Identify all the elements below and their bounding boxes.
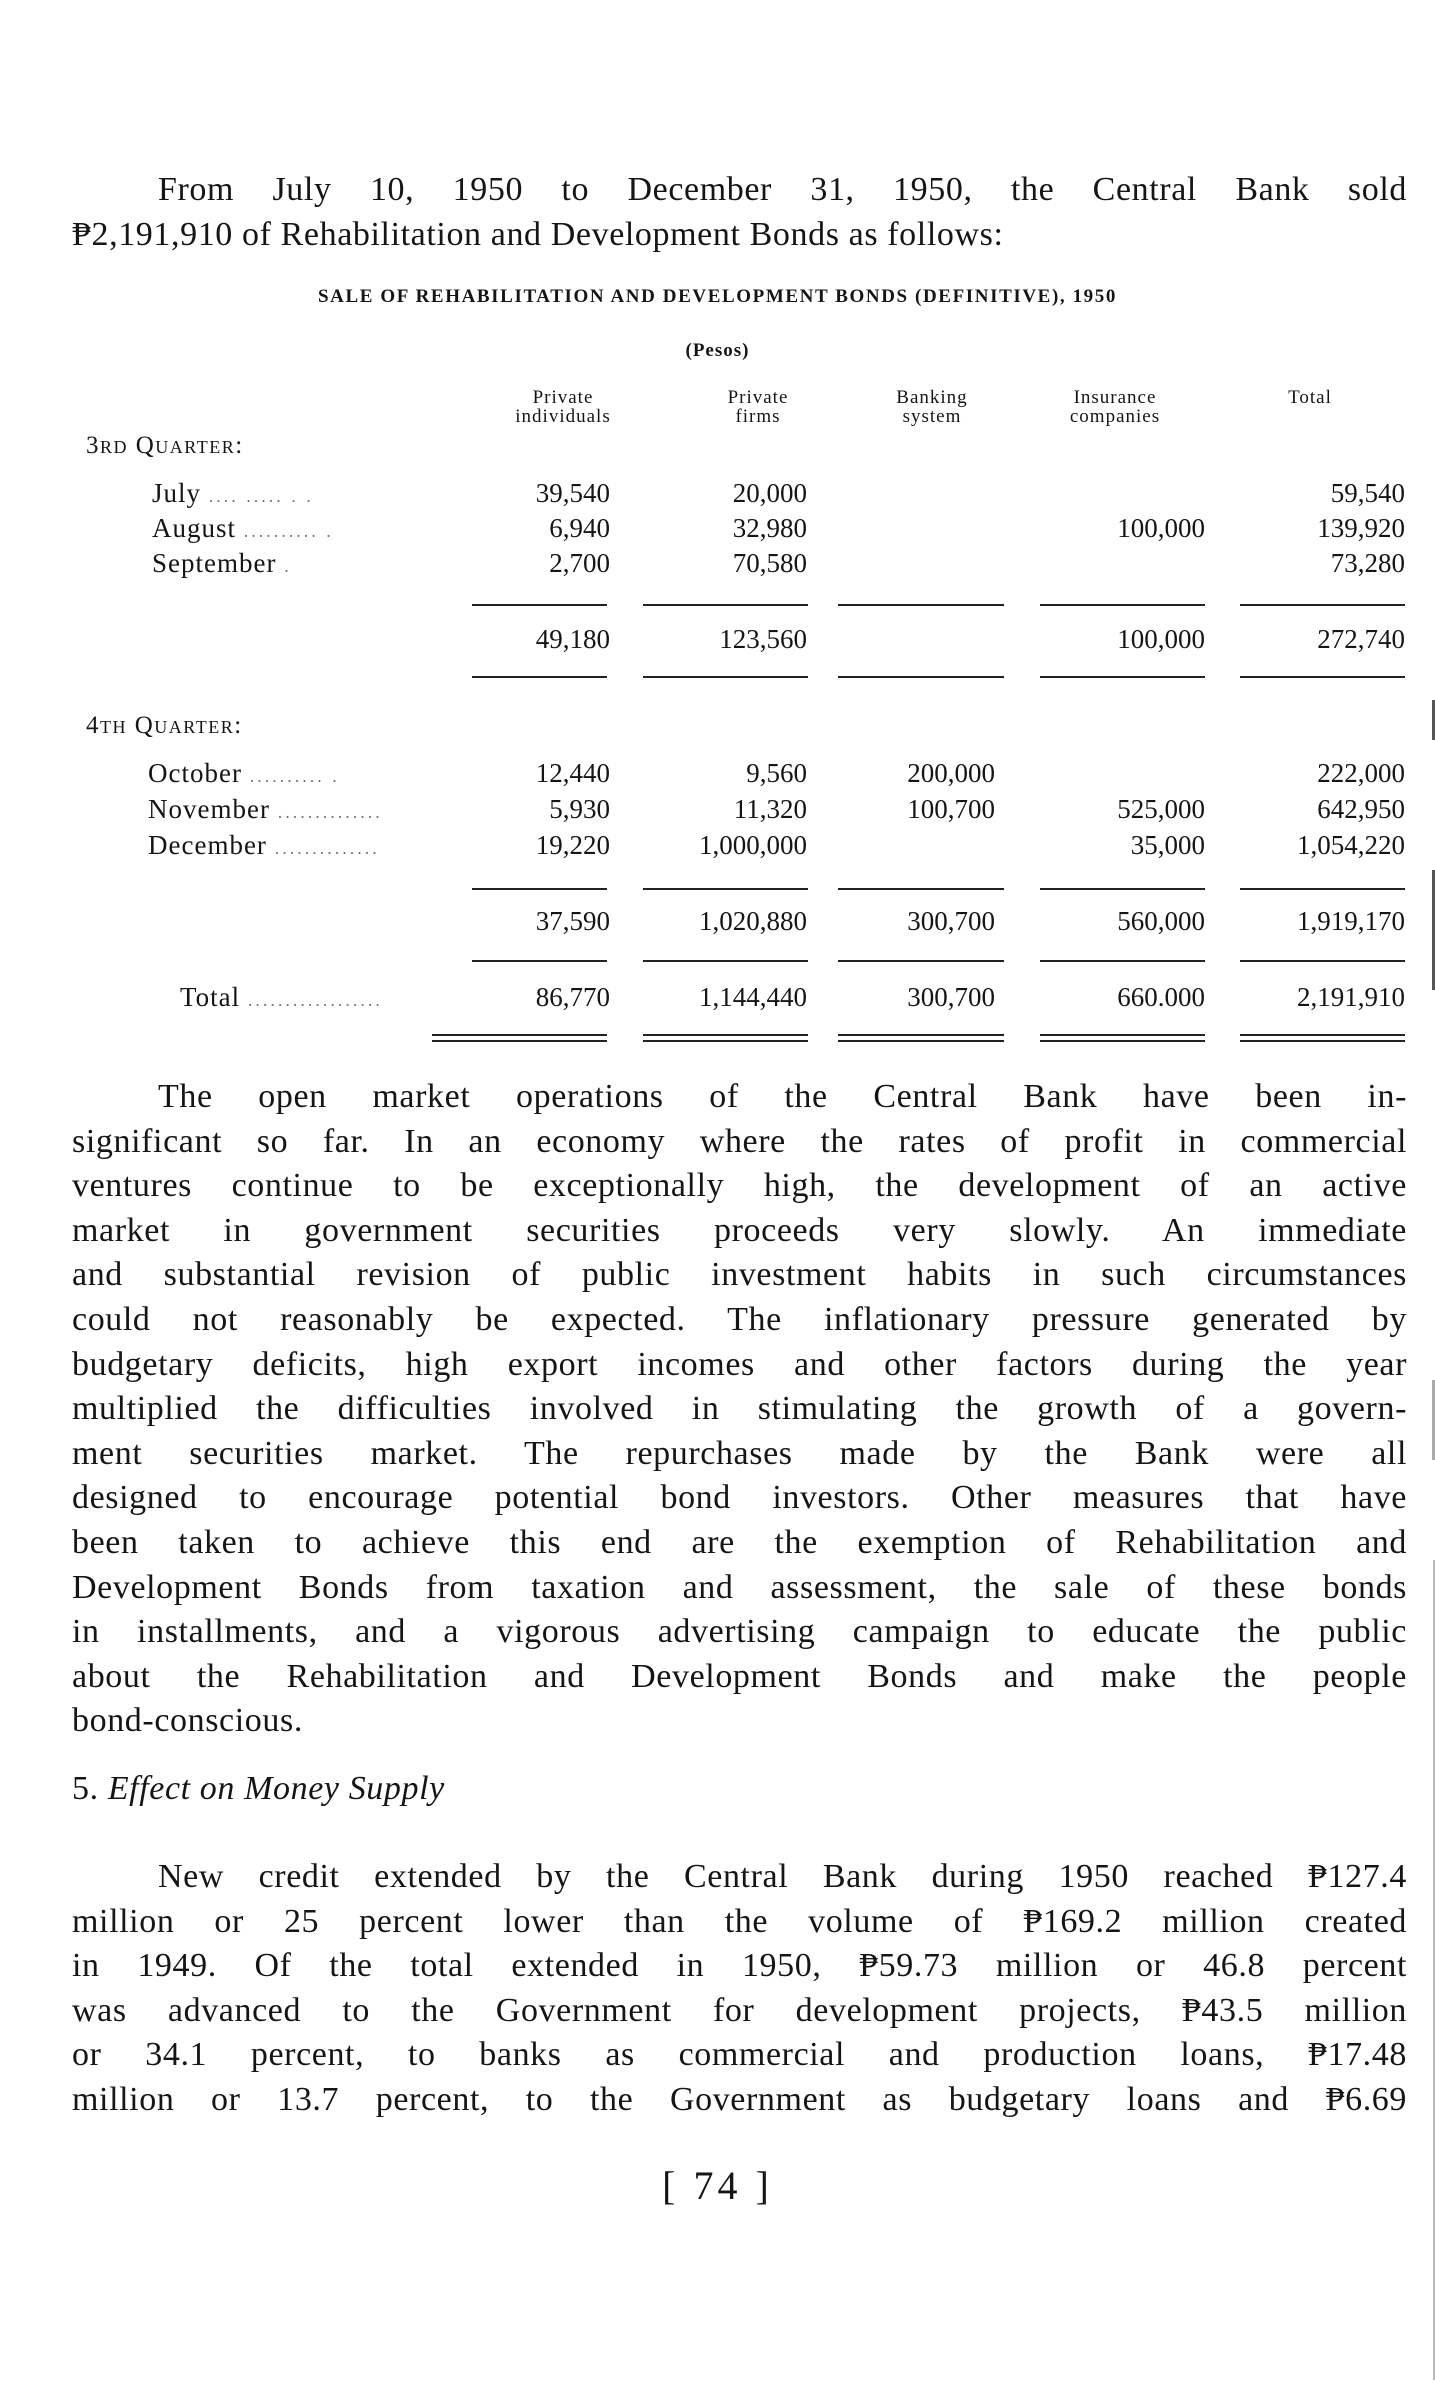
- table-rule: [838, 1040, 1004, 1042]
- table-rule: [643, 676, 808, 678]
- paragraph-line: been taken to achieve this end are the exemption of Rehabilitation and: [72, 1523, 1407, 1561]
- paragraph-line: and substantial revision of public investment habits in such circumstances: [72, 1256, 1407, 1294]
- table-cell: 70,580: [732, 548, 807, 578]
- column-header-private-firms: Private firms: [727, 387, 789, 427]
- row-label-august: August .......... .: [152, 513, 334, 543]
- subtotal-cell: 49,180: [535, 624, 610, 654]
- intro-paragraph: [72, 168, 1407, 257]
- table-rule: [643, 960, 808, 962]
- table-unit: (Pesos): [685, 340, 750, 361]
- paragraph-line: could not reasonably be expected. The inflationary pressure generated by: [72, 1300, 1407, 1338]
- table-cell: 100,000: [1117, 513, 1205, 543]
- column-header-insurance-companies: Insurance companies: [1069, 387, 1161, 427]
- paragraph-line: was advanced to the Government for development projects, ₱43.5 million: [72, 1991, 1407, 2029]
- row-label-total: Total ..................: [180, 982, 383, 1012]
- table-rule: [1040, 1040, 1205, 1042]
- paragraph-line: budgetary deficits, high export incomes and other factors during the year: [72, 1345, 1407, 1383]
- table-cell: 222,000: [1317, 758, 1405, 788]
- table-rule: [1240, 888, 1405, 890]
- table-cell: 9,560: [746, 758, 807, 788]
- table-cell: 39,540: [535, 478, 610, 508]
- row-label-october: October .......... .: [148, 758, 340, 788]
- intro-line: ₱2,191,910 of Rehabilitation and Development Bonds as follows:: [72, 215, 1004, 253]
- table-rule: [1040, 888, 1205, 890]
- paragraph-line: ment securities market. The repurchases made by the Bank were all: [72, 1434, 1407, 1472]
- row-label-september: September .: [152, 548, 292, 578]
- table-rule: [1240, 960, 1405, 962]
- table-cell: 525,000: [1117, 794, 1205, 824]
- table-rule: [838, 1034, 1004, 1036]
- table-cell: 139,920: [1317, 513, 1405, 543]
- quarter-label-4th: 4th Quarter:: [86, 712, 243, 739]
- dot-leader: .... ..... . .: [208, 486, 314, 506]
- table-rule: [1040, 1034, 1205, 1036]
- table-rule: [472, 960, 607, 962]
- quarter-label-3rd: 3rd Quarter:: [86, 432, 244, 459]
- table-rule: [1040, 676, 1205, 678]
- table-rule: [1240, 1040, 1405, 1042]
- paragraph-line: in installments, and a vigorous advertising campaign to educate the public: [72, 1613, 1407, 1651]
- column-header-banking-system: Banking system: [896, 387, 968, 427]
- table-rule: [838, 960, 1004, 962]
- paragraph-line: million or 25 percent lower than the volume of ₱169.2 million created: [72, 1902, 1407, 1940]
- paragraph-line: ventures continue to be exceptionally high, the development of an active: [72, 1167, 1407, 1205]
- intro-line: From July 10, 1950 to December 31, 1950, the Central Bank sold: [158, 171, 1407, 208]
- row-label-december: December ..............: [148, 830, 380, 860]
- dot-leader: .......... .: [249, 766, 340, 786]
- paragraph-line: New credit extended by the Central Bank during 1950 reached ₱127.4: [158, 1858, 1407, 1895]
- table-rule: [472, 888, 607, 890]
- paragraph-line: or 34.1 percent, to banks as commercial and production loans, ₱17.48: [72, 2036, 1407, 2074]
- paragraph-line: multiplied the difficulties involved in stimulating the growth of a govern-: [72, 1390, 1407, 1428]
- table-rule: [1240, 1034, 1405, 1036]
- dot-leader: ..............: [277, 802, 383, 822]
- table-cell: 11,320: [733, 794, 807, 824]
- row-label-november: November ..............: [148, 794, 383, 824]
- table-cell: 200,000: [907, 758, 995, 788]
- subtotal-cell: 272,740: [1317, 624, 1405, 654]
- table-cell: 20,000: [732, 478, 807, 508]
- subtotal-cell: 123,560: [719, 624, 807, 654]
- paragraph-line: Development Bonds from taxation and assessment, the sale of these bonds: [72, 1568, 1407, 1606]
- total-cell: 1,144,440: [699, 982, 807, 1012]
- section-heading: [72, 1770, 445, 1808]
- column-header-private-individuals: Private individuals: [515, 387, 611, 427]
- table-rule: [472, 604, 607, 606]
- table-rule: [643, 1040, 808, 1042]
- table-cell: 19,220: [535, 830, 610, 860]
- money-supply-paragraph: [72, 1855, 1407, 2123]
- table-rule: [1040, 604, 1205, 606]
- paragraph-line: The open market operations of the Central Bank have been in-: [158, 1078, 1407, 1115]
- table-cell: 1,000,000: [699, 830, 807, 860]
- table-rule: [432, 1034, 607, 1036]
- total-cell: 660.000: [1117, 982, 1205, 1012]
- row-label-july: July .... ..... . .: [152, 478, 314, 508]
- table-rule: [472, 676, 607, 678]
- table-rule: [838, 888, 1004, 890]
- column-header-total: Total: [1288, 387, 1332, 408]
- table-cell: 73,280: [1330, 548, 1405, 578]
- table-rule: [432, 1040, 607, 1042]
- paragraph-line: bond-conscious.: [72, 1702, 303, 1740]
- section-title: Effect on Money Supply: [107, 1770, 445, 1807]
- subtotal-cell: 37,590: [535, 906, 610, 936]
- paragraph-line: market in government securities proceeds very slowly. An immediate: [72, 1211, 1407, 1249]
- paragraph-line: designed to encourage potential bond investors. Other measures that have: [72, 1479, 1407, 1517]
- table-cell: 12,440: [535, 758, 610, 788]
- dot-leader: .: [284, 556, 292, 576]
- table-cell: 59,540: [1330, 478, 1405, 508]
- dot-leader: ..................: [247, 990, 383, 1010]
- subtotal-cell: 300,700: [907, 906, 995, 936]
- table-cell: 642,950: [1317, 794, 1405, 824]
- paragraph-line: in 1949. Of the total extended in 1950, ₱59.73 million or 46.8 percent: [72, 1947, 1407, 1985]
- subtotal-cell: 100,000: [1117, 624, 1205, 654]
- paragraph-line: about the Rehabilitation and Development Bonds and make the people: [72, 1657, 1407, 1695]
- table-cell: 2,700: [549, 548, 610, 578]
- table-rule: [1040, 960, 1205, 962]
- table-rule: [643, 888, 808, 890]
- subtotal-cell: 1,020,880: [699, 906, 807, 936]
- table-rule: [1240, 604, 1405, 606]
- table-rule: [838, 604, 1004, 606]
- table-cell: 5,930: [549, 794, 610, 824]
- table-rule: [838, 676, 1004, 678]
- section-number: 5.: [72, 1770, 99, 1807]
- table-title: SALE OF REHABILITATION AND DEVELOPMENT BONDS (DEFINITIVE), 1950: [318, 286, 1117, 307]
- table-cell: 6,940: [549, 513, 610, 543]
- table-rule: [643, 604, 808, 606]
- table-cell: 32,980: [732, 513, 807, 543]
- total-cell: 300,700: [907, 982, 995, 1012]
- subtotal-cell: 560,000: [1117, 906, 1205, 936]
- dot-leader: ..............: [274, 838, 380, 858]
- total-cell: 2,191,910: [1297, 982, 1405, 1012]
- dot-leader: .......... .: [243, 521, 334, 541]
- total-cell: 86,770: [535, 982, 610, 1012]
- page-number: [ 74 ]: [662, 2163, 773, 2208]
- table-cell: 1,054,220: [1297, 830, 1405, 860]
- subtotal-cell: 1,919,170: [1297, 906, 1405, 936]
- table-cell: 100,700: [907, 794, 995, 824]
- table-cell: 35,000: [1130, 830, 1205, 860]
- table-rule: [643, 1034, 808, 1036]
- table-rule: [1240, 676, 1405, 678]
- paragraph-line: significant so far. In an economy where the rates of profit in commercial: [72, 1122, 1407, 1160]
- open-market-paragraph: [72, 1075, 1407, 1744]
- paragraph-line: million or 13.7 percent, to the Government as budgetary loans and ₱6.69: [72, 2080, 1407, 2118]
